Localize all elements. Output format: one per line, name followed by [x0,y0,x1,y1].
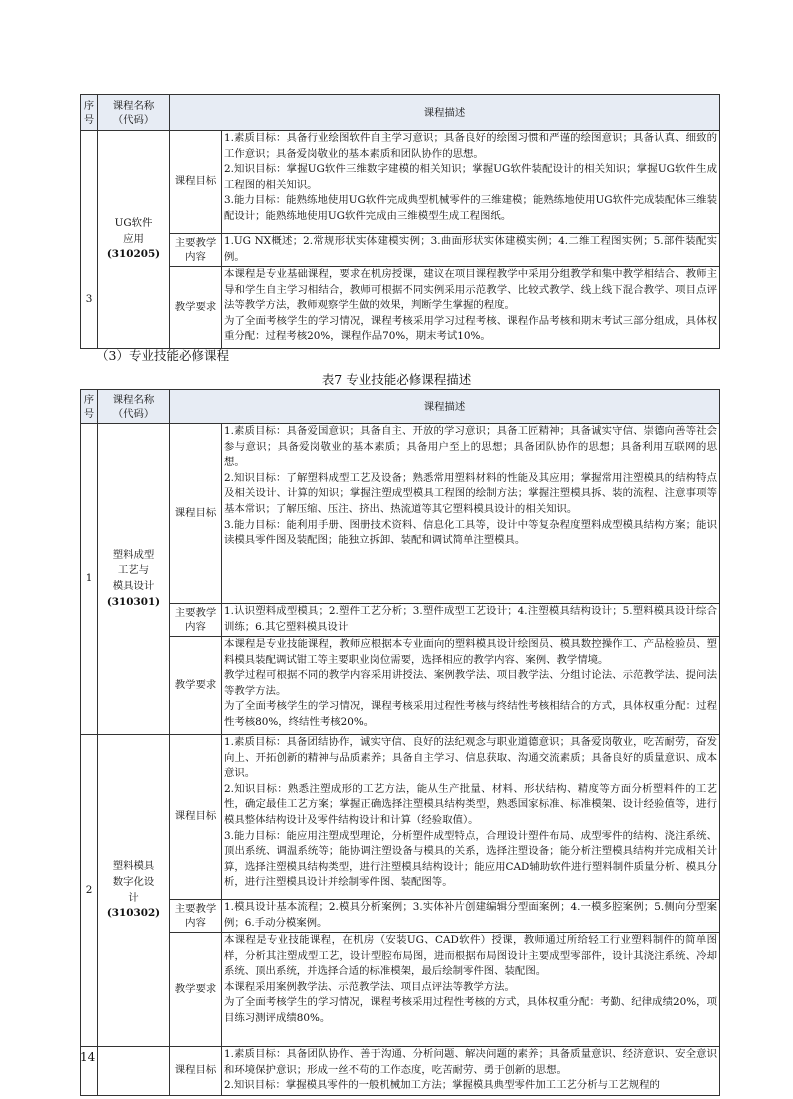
requirement-text: 本课程是专业技能课程，教师应根据本专业面向的塑料模具设计绘图员、模具数控操作工、产品检验员、塑料模具装配调试钳工等主要职业岗位需要，选择相应的教学内容、案例、教学情境。 教学过程可根据不同的教学内容采用讲授法、案例教学法、项目教学法、分组讨论法、示范教学法、提问法等教学方法。 为了全面考核学生的学习情况，课程考核采用过程性考核与终结性考核相结合的方式，具体权重分配：过程性考核80%，终结性考核20%。 [222,637,720,735]
goal-text: 1.素质目标：具备行业绘图软件自主学习意识；具备良好的绘图习惯和严谨的绘图意识；具备认真、细致的工作意识；具备爱岗敬业的基本素质和团队协作的思想。 2.知识目标：掌握UG软件三维数字建模的相关知识；掌握UG软件装配设计的相关知识；掌握UG软件生成工程图的相关知识。 3.能力目标：能熟练地使用UG软件完成典型机械零件的三维建模；能熟练地使用UG软件完成装配体三维装配设计；能熟练地使用UG软件完成由三维模型生成工程图纸。 [222,131,720,234]
goal-label: 课程目标 [170,1047,222,1096]
header-no: 序 号 [81,95,98,131]
goal-text: 1.素质目标：具备团结协作，诚实守信、良好的法纪观念与职业道德意识；具备爱岗敬业，吃苦耐劳，奋发向上、开拓创新的精神与品质素养；具备自主学习、信息获取、沟通交流素质；具备良好的质量意识、成本意识。 2.知识目标：熟悉注塑成形的工艺方法，能从生产批量、材料、形状结构、精度等方面分析塑料件的工艺性，确定最佳工艺方案；掌握正确选择注塑模具结构类型，熟悉国家标准、标准模架、设计经验值等，进行模具整体结构设计及零件结构设计和计算（经验取值）。 3.能力目标：能应用注塑成型理论，分析塑件成型特点，合理设计塑件布局、成型零件的结构、浇注系统、顶出系统、调温系统等；能协调注塑设备与模具的关系，选择注塑设备；能分析注塑模具结构并完成相关计算，选择注塑模具结构类型，进行注塑模具结构设计；能应用CAD辅助软件进行塑料制件质量分析、模具分析，进行注塑模具设计并绘制零件图、装配图等。 [222,735,720,900]
content-text: 1.认识塑料成型模具；2.塑件工艺分析；3.塑件成型工艺设计；4.注塑模具结构设计；5.塑料模具设计综合训练；6.其它塑料模具设计 [222,604,720,637]
content-text: 1.模具设计基本流程；2.模具分析案例；3.实体补片创建编辑分型面案例；4.一模多腔案例；5.侧向分型案例；6.手动分模案例。 [222,900,720,933]
goal-label: 课程目标 [170,131,222,234]
goal-text: 1.素质目标：具备团队协作、善于沟通、分析问题、解决问题的素养；具备质量意识、经济意识、安全意识和环境保护意识；形成一丝不苟的工作态度，吃苦耐劳、勇于创新的思想。 2.知识目标：掌握模具零件的一般机械加工方法；掌握模具典型零件加工工艺分析与工艺规程的 [222,1047,720,1096]
goal-label: 课程目标 [170,424,222,604]
table-caption: 表7 专业技能必修课程描述 [321,372,472,387]
content-label: 主要教学 内容 [170,234,222,267]
course-name: UG软件 应用 (310205) [98,131,170,349]
course-table [80,389,720,1096]
page-number: 14 [80,1050,96,1064]
course-name [98,1047,170,1096]
course-table-continued [80,94,720,349]
requirement-label: 教学要求 [170,637,222,735]
requirement-text: 本课程是专业技能课程，在机房（安装UG、CAD软件）授课，教师通过所给轻工行业塑料制件的简单图样，分析其注塑成型工艺，设计型腔布局图，进而根据布局图设计主要成型零部件，设计其浇注系统、冷却系统、顶出系统，并选择合适的标准模架，最后绘制零件图、装配图。 本课程采用案例教学法、示范教学法、项目点评法等教学方法。 为了全面考核学生的学习情况，课程考核采用过程性考核的方式，具体权重分配：考勤、纪律成绩20%，项目练习测评成绩80%。 [222,933,720,1047]
goal-text: 1.素质目标：具备爱国意识；具备自主、开放的学习意识；具备工匠精神；具备诚实守信、崇德向善等社会参与意识；具备爱岗敬业的基本素质；具备用户至上的思想；具备团队协作的思想；具备利用互联网的思想。 2.知识目标：了解塑料成型工艺及设备；熟悉常用塑料材料的性能及其应用；掌握常用注塑模具的结构特点及相关设计、计算的知识；掌握注塑成型模具工程图的绘制方法；掌握注塑模具拆、装的流程、注意事项等基本常识；了解压缩、压注、挤出、热流道等其它塑料模具设计的相关知识。 3.能力目标：能利用手册、图册技术资料、信息化工具等，设计中等复杂程度塑料成型模具结构方案；能识读模具零件图及装配图；能独立拆卸、装配和调试简单注塑模具。 [222,424,720,604]
row-number: 2 [81,735,98,1047]
row-number: 3 [81,131,98,349]
course-name: 塑料成型 工艺与 模具设计 (310301) [98,424,170,735]
header-course-desc: 课程描述 [170,390,720,424]
requirement-text: 本课程是专业基础课程，要求在机房授课，建议在项目课程教学中采用分组教学和集中教学相结合、教师主导和学生自主学习相结合，教师可根据不同实例采用示范教学、比较式教学、线上线下混合教学、项目点评法等教学方法，教师观察学生做的效果，判断学生掌握的程度。 为了全面考核学生的学习情况，课程考核采用学习过程考核、课程作品考核和期末考试三部分组成，具体权重分配：过程考核20%，课程作品70%，期末考试10%。 [222,267,720,349]
header-course-desc: 课程描述 [170,95,720,131]
requirement-label: 教学要求 [170,933,222,1047]
section-heading: （3）专业技能必修课程 [96,348,229,363]
header-course-name: 课程名称 （代码） [98,95,170,131]
content-label: 主要教学 内容 [170,604,222,637]
content-label: 主要教学 内容 [170,900,222,933]
goal-label: 课程目标 [170,735,222,900]
header-course-name: 课程名称 （代码） [98,390,170,424]
row-number: 1 [81,424,98,735]
course-name: 塑料模具 数字化设 计 (310302) [98,735,170,1047]
requirement-label: 教学要求 [170,267,222,349]
header-no: 序 号 [81,390,98,424]
content-text: 1.UG NX概述；2.常规形状实体建模实例；3.曲面形状实体建模实例；4.二维工程图实例；5.部件装配实例。 [222,234,720,267]
